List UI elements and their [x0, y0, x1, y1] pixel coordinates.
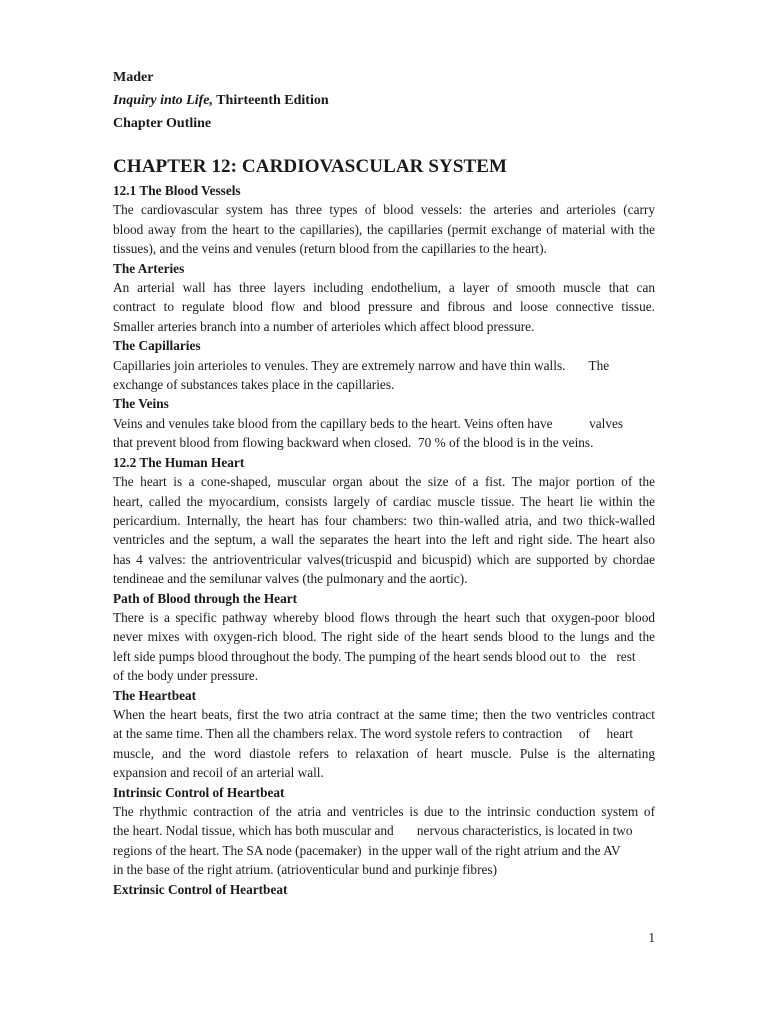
- text-line: has 4 valves: the antrioventricular valves(tricuspid and bicuspid) which are supported by chordae: [113, 551, 655, 567]
- section-heading-veins: The Veins: [113, 396, 169, 412]
- text-line: Capillaries join arterioles to venules. They are extremely narrow and have thin walls. The: [113, 357, 610, 373]
- text-line: exchange of substances takes place in the capillaries.: [113, 377, 395, 393]
- text-line: at the same time. Then all the chambers relax. The word systole refers to contraction of heart: [113, 726, 634, 742]
- chapter-body: [113, 181, 655, 899]
- section-heading-heartbeat: The Heartbeat: [113, 687, 197, 703]
- section-heading-capillaries: The Capillaries: [113, 338, 201, 354]
- paragraph-path-of-blood: [113, 608, 655, 686]
- text-line: tissues), and the veins and venules (return blood from the capillaries to the heart).: [113, 241, 547, 257]
- text-line: left side pumps blood throughout the body. The pumping of the heart sends blood out to the rest: [113, 648, 636, 664]
- text-line: that prevent blood from flowing backward when closed. 70 % of the blood is in the veins.: [113, 435, 594, 451]
- section-heading-human-heart: 12.2 The Human Heart: [113, 454, 245, 470]
- text-line: contract to regulate blood flow and blood pressure and fibrous and loose connective tissue.: [113, 299, 655, 315]
- section-heading-path-of-blood: Path of Blood through the Heart: [113, 590, 298, 606]
- text-line: Smaller arteries branch into a number of arterioles which affect blood pressure.: [113, 318, 535, 334]
- text-line: tendineae and the semilunar valves (the pulmonary and the aortic).: [113, 571, 468, 587]
- section-heading-blood-vessels: 12.1 The Blood Vessels: [113, 183, 241, 198]
- section-heading-arteries: The Arteries: [113, 260, 185, 276]
- text-line: blood away from the heart to the capillaries), the capillaries (permit exchange of material with the: [113, 221, 655, 237]
- paragraph-human-heart: [113, 472, 655, 588]
- paragraph-arteries: [113, 278, 655, 336]
- text-line: expansion and recoil of an arterial wall.: [113, 765, 324, 781]
- paragraph-capillaries: [113, 356, 655, 395]
- text-line: When the heart beats, first the two atria contract at the same time; then the two ventricles contract: [113, 706, 655, 722]
- text-line: pericardium. Internally, the heart has four chambers: two thin-walled atria, and two thick-walled: [113, 512, 655, 528]
- text-line: heart, called the myocardium, consists largely of cardiac muscle tissue. The heart lie within the: [113, 493, 655, 509]
- text-line: of the body under pressure.: [113, 668, 259, 684]
- text-line: The rhythmic contraction of the atria and ventricles is due to the intrinsic conduction system of: [113, 804, 655, 819]
- book-title: [113, 89, 329, 112]
- book-edition: Thirteenth Edition: [212, 93, 329, 108]
- text-line: muscle, and the word diastole refers to relaxation of heart muscle. Pulse is the alternating: [113, 745, 655, 761]
- document-header: [113, 66, 329, 135]
- text-line: in the base of the right atrium. (atrioventicular bund and purkinje fibres): [113, 862, 498, 878]
- page-number: 1: [648, 930, 655, 945]
- chapter-title: CHAPTER 12: CARDIOVASCULAR SYSTEM: [113, 156, 508, 177]
- text-line: never mixes with oxygen-rich blood. The right side of the heart sends blood to the lungs and the: [113, 629, 655, 645]
- paragraph-intrinsic-control: [113, 802, 655, 880]
- section-heading-extrinsic-control: Extrinsic Control of Heartbeat: [113, 881, 288, 897]
- text-line: There is a specific pathway whereby blood flows through the heart such that oxygen-poor blood: [113, 609, 655, 625]
- text-line: The heart is a cone-shaped, muscular organ about the size of a fist. The major portion of the: [113, 474, 655, 490]
- outline-label: Chapter Outline: [113, 116, 212, 131]
- text-line: ventricles and the septum, a wall the separates the heart into the left and right side. The heart also: [113, 532, 655, 548]
- text-line: the heart. Nodal tissue, which has both muscular and nervous characteristics, is located in two: [113, 823, 633, 839]
- text-line: The cardiovascular system has three types of blood vessels: the arteries and arterioles (carry: [113, 202, 655, 218]
- section-heading-intrinsic-control: Intrinsic Control of Heartbeat: [113, 784, 285, 800]
- text-line: An arterial wall has three layers including endothelium, a layer of smooth muscle that can: [113, 280, 655, 296]
- paragraph-heartbeat: [113, 705, 655, 783]
- paragraph-blood-vessels: [113, 200, 655, 258]
- text-line: Veins and venules take blood from the capillary beds to the heart. Veins often have valves: [113, 415, 624, 431]
- text-line: regions of the heart. The SA node (pacemaker) in the upper wall of the right atrium and the AV: [113, 842, 621, 858]
- book-title-italic: Inquiry into Life,: [113, 93, 213, 108]
- author-name: Mader: [113, 70, 154, 85]
- paragraph-veins: [113, 414, 655, 453]
